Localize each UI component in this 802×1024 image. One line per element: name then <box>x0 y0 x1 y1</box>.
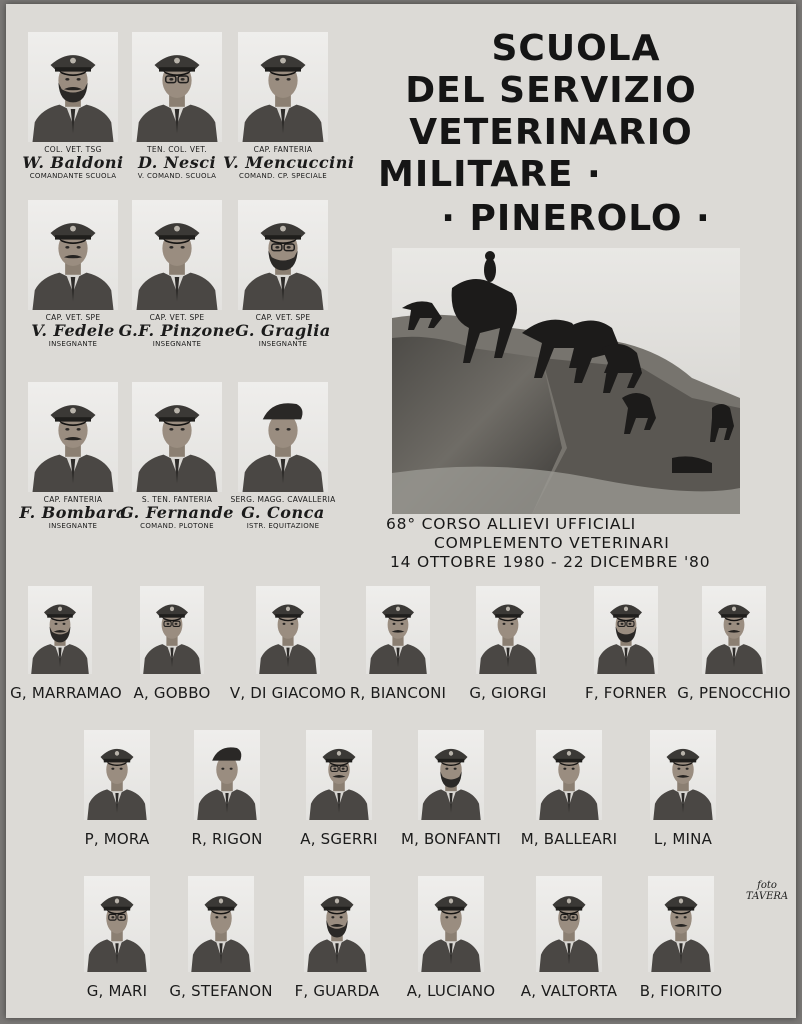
cadet-portrait <box>28 586 92 674</box>
cadet-name: R, RIGON <box>191 830 263 848</box>
staff-name: V. Fedele <box>31 321 115 340</box>
staff-role: INSEGNANTE <box>152 340 202 348</box>
title-line-5: · PINEROLO · <box>441 198 711 239</box>
staff-role: INSEGNANTE <box>48 340 98 348</box>
staff-portrait <box>132 32 222 142</box>
cadet-name: G, MARI <box>86 982 148 1000</box>
cadet-portrait <box>702 586 766 674</box>
staff-portrait <box>28 32 118 142</box>
staff-portrait <box>28 382 118 492</box>
cadet-portrait <box>304 876 370 972</box>
cadet-name: B, FIORITO <box>639 982 723 1000</box>
cadet-portrait <box>188 876 254 972</box>
staff-role: ISTR. EQUITAZIONE <box>246 522 320 530</box>
staff-portrait <box>238 32 328 142</box>
cadet-portrait <box>140 586 204 674</box>
staff-rank: CAP. FANTERIA <box>43 495 103 504</box>
cadet-name: P, MORA <box>84 830 150 848</box>
course-line-3: 14 OTTOBRE 1980 - 22 DICEMBRE '80 <box>390 553 711 571</box>
staff-name: D. Nesci <box>137 153 217 172</box>
cadet-portrait <box>536 876 602 972</box>
cadet-portrait <box>306 730 372 820</box>
cavalry-jump-photo <box>392 248 740 514</box>
cadet-portrait <box>648 876 714 972</box>
cadet-portrait <box>84 876 150 972</box>
cadet-name: V, DI GIACOMO <box>229 684 347 702</box>
cadet-name: R, BIANCONI <box>349 684 447 702</box>
staff-rank: CAP. VET. SPE <box>45 313 101 322</box>
staff-role: COMAND. PLOTONE <box>140 522 214 530</box>
cadet-portrait <box>194 730 260 820</box>
staff-role: INSEGNANTE <box>48 522 98 530</box>
title-line-2: DEL SERVIZIO <box>405 70 697 111</box>
staff-rank: COL. VET. TSG <box>44 145 102 154</box>
photographer-credit <box>746 880 788 902</box>
staff-portrait <box>28 200 118 310</box>
staff-portrait <box>132 382 222 492</box>
cadet-portrait <box>418 876 484 972</box>
title-line-3: VETERINARIO <box>409 112 693 153</box>
cadet-name: G, GIORGI <box>469 684 547 702</box>
staff-name: F. Bombara <box>19 503 127 522</box>
cadet-portrait <box>418 730 484 820</box>
staff-name: W. Baldoni <box>22 153 124 172</box>
title-line-1: SCUOLA <box>491 28 661 69</box>
cadet-name: F, GUARDA <box>294 982 380 1000</box>
cadet-name: A, LUCIANO <box>406 982 496 1000</box>
staff-role: V. COMAND. SCUOLA <box>137 172 217 180</box>
staff-name: G. Graglia <box>235 321 331 340</box>
staff-name: V. Mencuccini <box>223 153 355 172</box>
staff-rank: SERG. MAGG. CAVALLERIA <box>230 495 336 504</box>
cadet-name: A, VALTORTA <box>520 982 618 1000</box>
cadet-portrait <box>84 730 150 820</box>
cadet-name: G, MARRAMAO <box>10 684 122 702</box>
credit-name: TAVERA <box>746 891 789 902</box>
staff-portrait <box>132 200 222 310</box>
photo-sheet <box>6 4 796 1018</box>
cadet-portrait <box>366 586 430 674</box>
credit-label: foto <box>757 880 777 891</box>
cadet-name: F, FORNER <box>585 684 667 702</box>
staff-role: INSEGNANTE <box>258 340 308 348</box>
cadet-name: G, STEFANON <box>169 982 273 1000</box>
cadet-portrait <box>476 586 540 674</box>
cadet-name: A, GOBBO <box>133 684 211 702</box>
cadet-name: A, SGERRI <box>300 830 378 848</box>
staff-portrait <box>238 200 328 310</box>
staff-name: G. Fernande <box>120 503 234 522</box>
staff-role: COMAND. CP. SPECIALE <box>239 172 327 180</box>
staff-name: G.F. Pinzone <box>118 321 236 340</box>
staff-rank: S. TEN. FANTERIA <box>141 495 213 504</box>
course-line-1: 68° CORSO ALLIEVI UFFICIALI <box>386 515 637 533</box>
staff-rank: CAP. FANTERIA <box>253 145 313 154</box>
cadet-portrait <box>594 586 658 674</box>
staff-rank: CAP. VET. SPE <box>255 313 311 322</box>
staff-name: G. Conca <box>241 503 325 522</box>
cadet-portrait <box>650 730 716 820</box>
cadet-name: L, MINA <box>653 830 713 848</box>
staff-rank: CAP. VET. SPE <box>149 313 205 322</box>
cadet-name: M, BONFANTI <box>400 830 502 848</box>
cadet-portrait <box>256 586 320 674</box>
staff-portrait <box>238 382 328 492</box>
cadet-portrait <box>536 730 602 820</box>
cadet-name: G, PENOCCHIO <box>677 684 791 702</box>
cadet-name: M, BALLEARI <box>520 830 618 848</box>
course-line-2: COMPLEMENTO VETERINARI <box>434 534 670 552</box>
staff-role: COMANDANTE SCUOLA <box>29 172 117 180</box>
title-line-4: MILITARE · <box>378 154 602 195</box>
staff-rank: TEN. COL. VET. <box>147 145 207 154</box>
